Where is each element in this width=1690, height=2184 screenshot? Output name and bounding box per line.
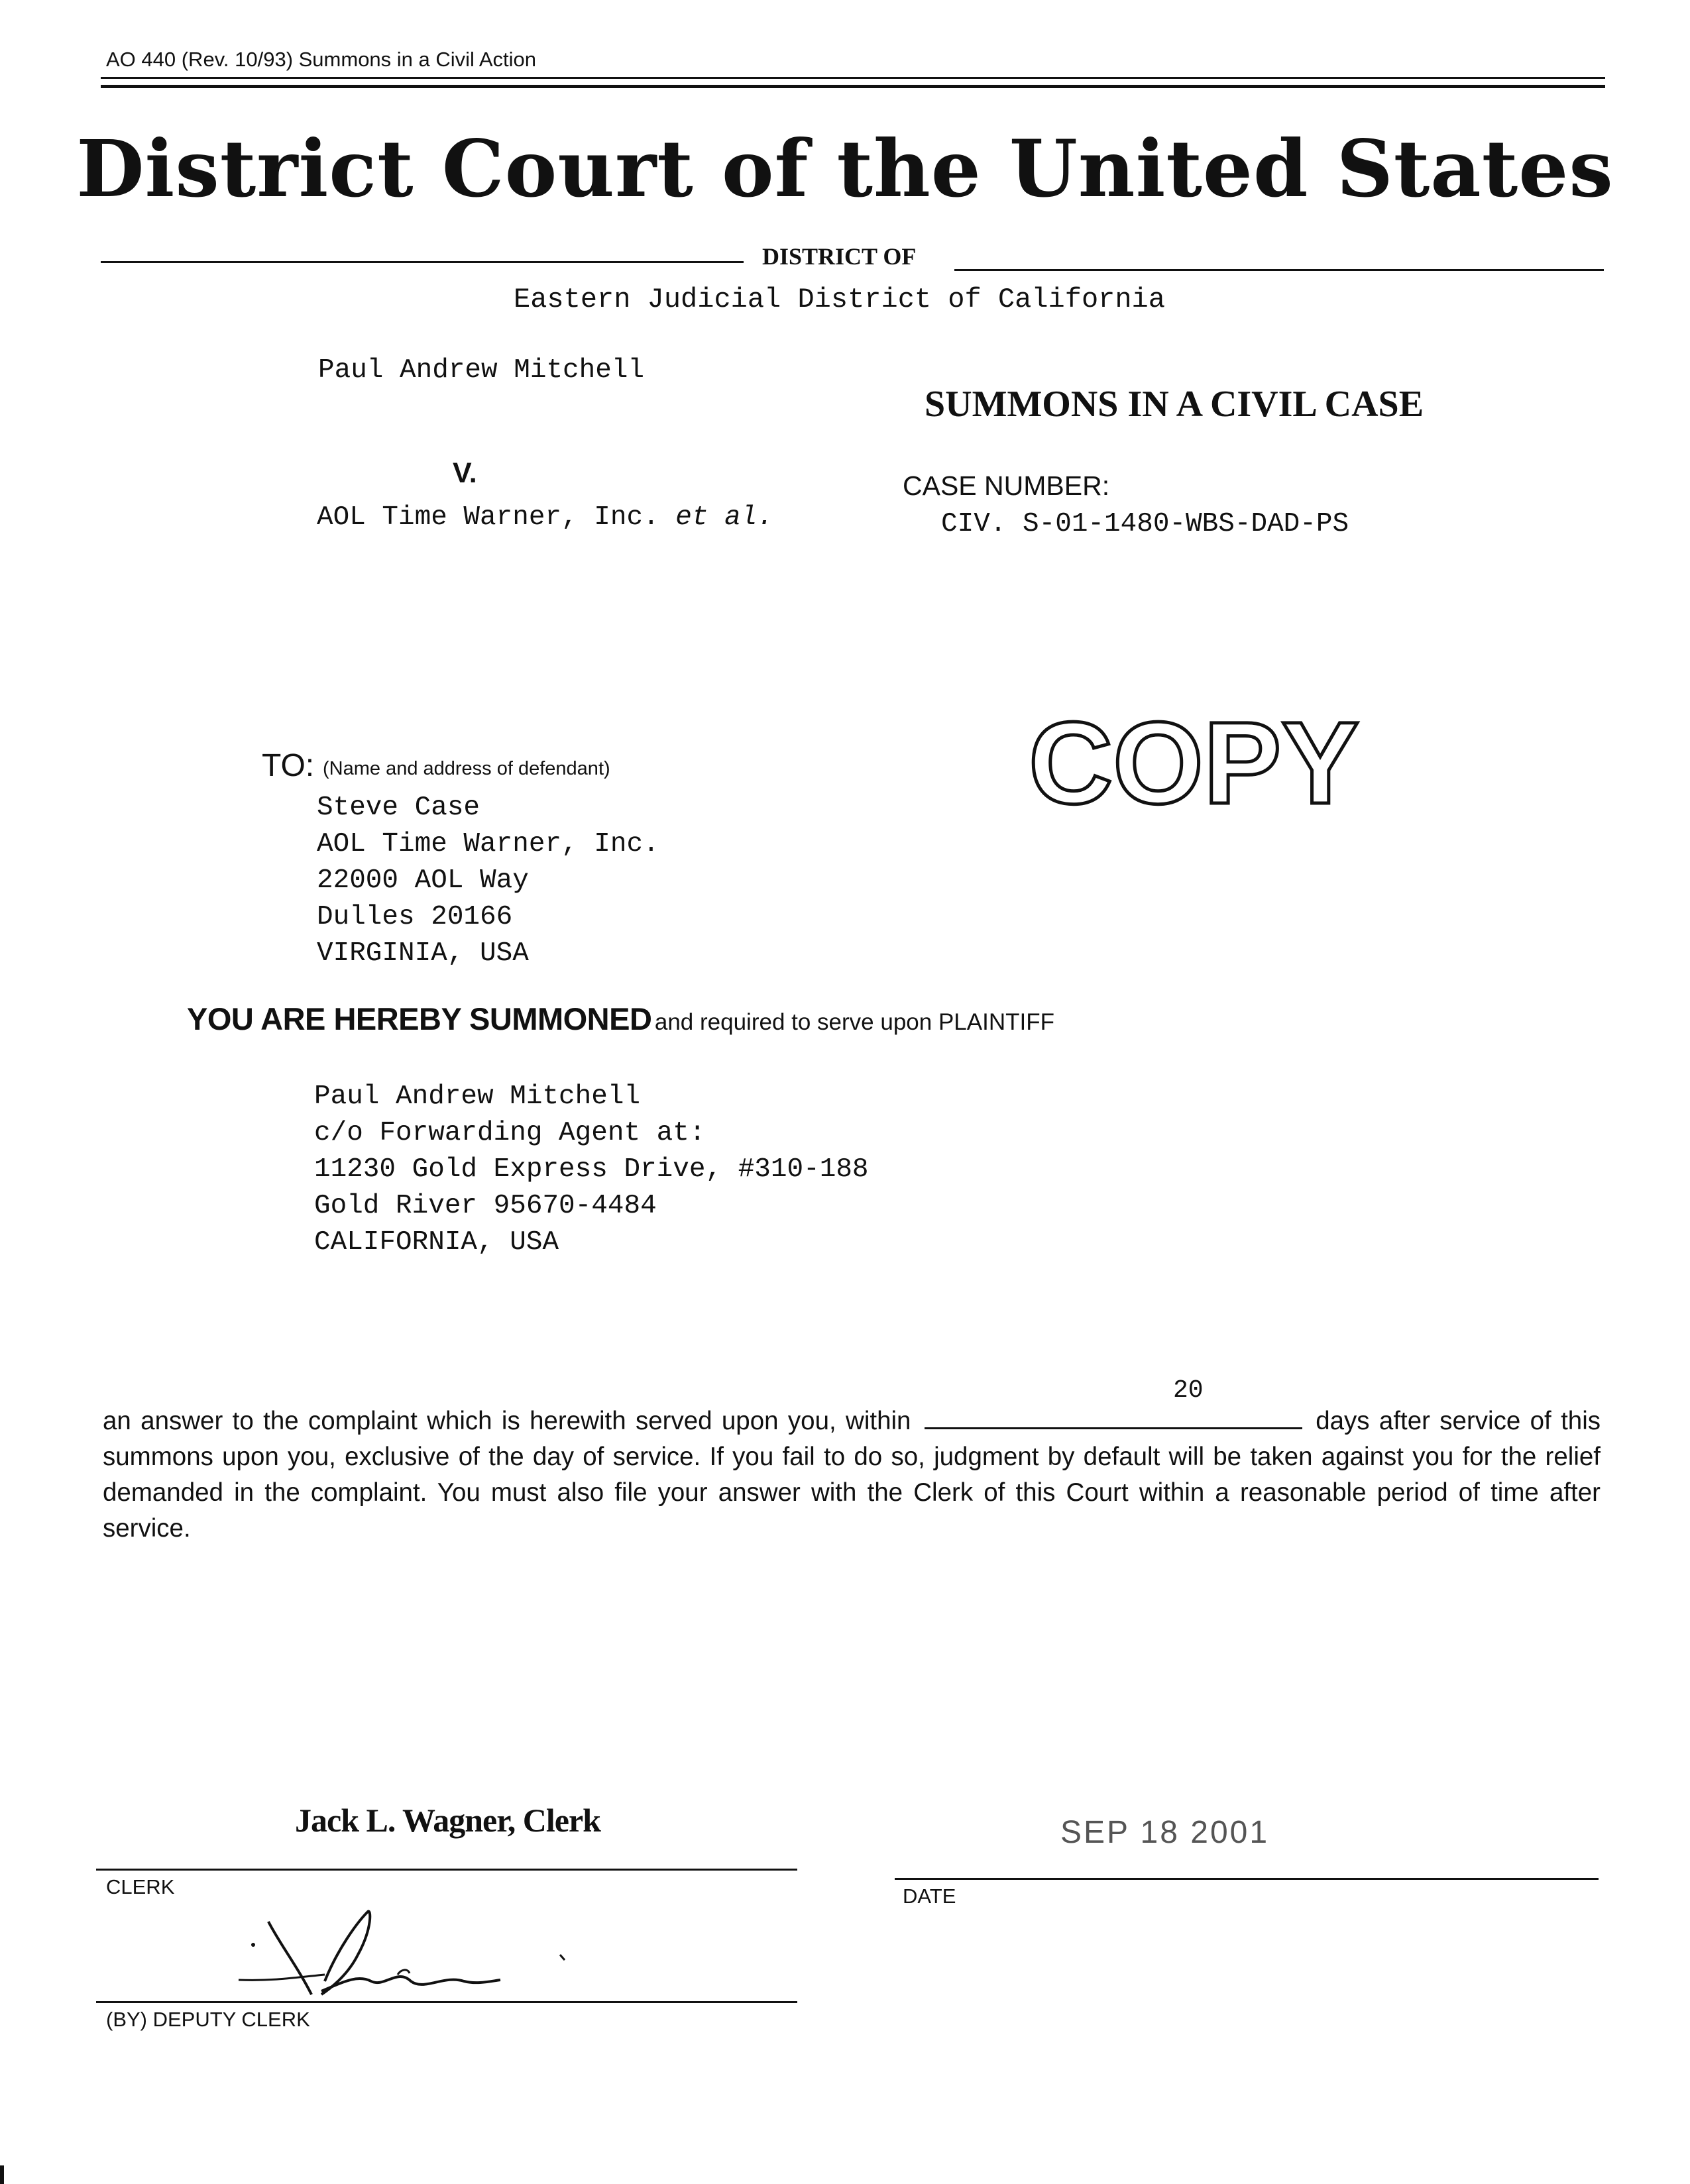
deputy-clerk-label: (BY) DEPUTY CLERK [106,2008,310,2031]
copy-stamp-text: COPY [1029,702,1359,822]
copy-stamp [1026,702,1371,825]
date-stamp: SEP 18 2001 [1060,1815,1270,1850]
to-label: TO: [262,748,315,783]
district-rule-left [101,261,744,263]
days-blank-line [925,1427,1302,1429]
clerk-label: CLERK [106,1875,175,1898]
address-line: Dulles 20166 [317,902,513,932]
to-note: (Name and address of defendant) [323,758,610,779]
answer-text-before: an answer to the complaint which is herewith served upon you, within [103,1407,911,1435]
address-line: Paul Andrew Mitchell [314,1081,641,1112]
case-number: CIV. S-01-1480-WBS-DAD-PS [941,509,1349,539]
summoned-line [187,1001,1054,1037]
page-edge-mark [0,2165,4,2184]
date-label: DATE [903,1884,956,1908]
address-line: 11230 Gold Express Drive, #310-188 [314,1154,869,1185]
address-line: c/o Forwarding Agent at: [314,1118,706,1148]
summons-heading: SUMMONS IN A CIVIL CASE [925,384,1424,425]
district-rule-right [954,269,1604,271]
court-title: District Court of the United States [76,123,1614,215]
clerk-signature-line [96,1869,797,1871]
address-line: Steve Case [317,792,480,823]
address-line: AOL Time Warner, Inc. [317,829,659,859]
summoned-rest-text: and required to serve upon PLAINTIFF [654,1009,1054,1035]
address-line: Gold River 95670-4484 [314,1191,657,1221]
answer-paragraph [103,1403,1601,1547]
deputy-signature-line [96,2001,797,2003]
address-line: VIRGINIA, USA [317,938,529,969]
plaintiff-name: Paul Andrew Mitchell [318,355,645,386]
clerk-name: Jack L. Wagner, Clerk [295,1802,600,1839]
case-number-label: CASE NUMBER: [903,470,1110,501]
deputy-signature [199,1882,610,2021]
defendant-et-al: et al. [675,502,773,533]
header-rule-thick [101,85,1605,88]
defendant-name: AOL Time Warner, Inc. [317,502,659,533]
plaintiff-address [314,1079,869,1261]
answer-text-after: days after service of this summons upon you, exclusive of the day of service. If you fail to do so, judgment by default will be taken against you for the relief demanded in the complaint. You must also file your answer with the Clerk of this Court within a reasonable period of time after service. [103,1407,1601,1543]
address-line: 22000 AOL Way [317,865,529,896]
defendant-caption [317,502,773,533]
header-rule-thin [101,77,1605,79]
address-line: CALIFORNIA, USA [314,1227,559,1258]
summoned-bold-text: YOU ARE HEREBY SUMMONED [187,1001,652,1036]
versus-label: V. [453,457,477,489]
days-value: 20 [1173,1376,1204,1405]
district-label: DISTRICT OF [762,243,917,270]
form-identifier: AO 440 (Rev. 10/93) Summons in a Civil Action [106,48,536,71]
defendant-address [317,790,659,972]
district-name: Eastern Judicial District of California [514,284,1165,315]
date-signature-line [895,1878,1599,1880]
